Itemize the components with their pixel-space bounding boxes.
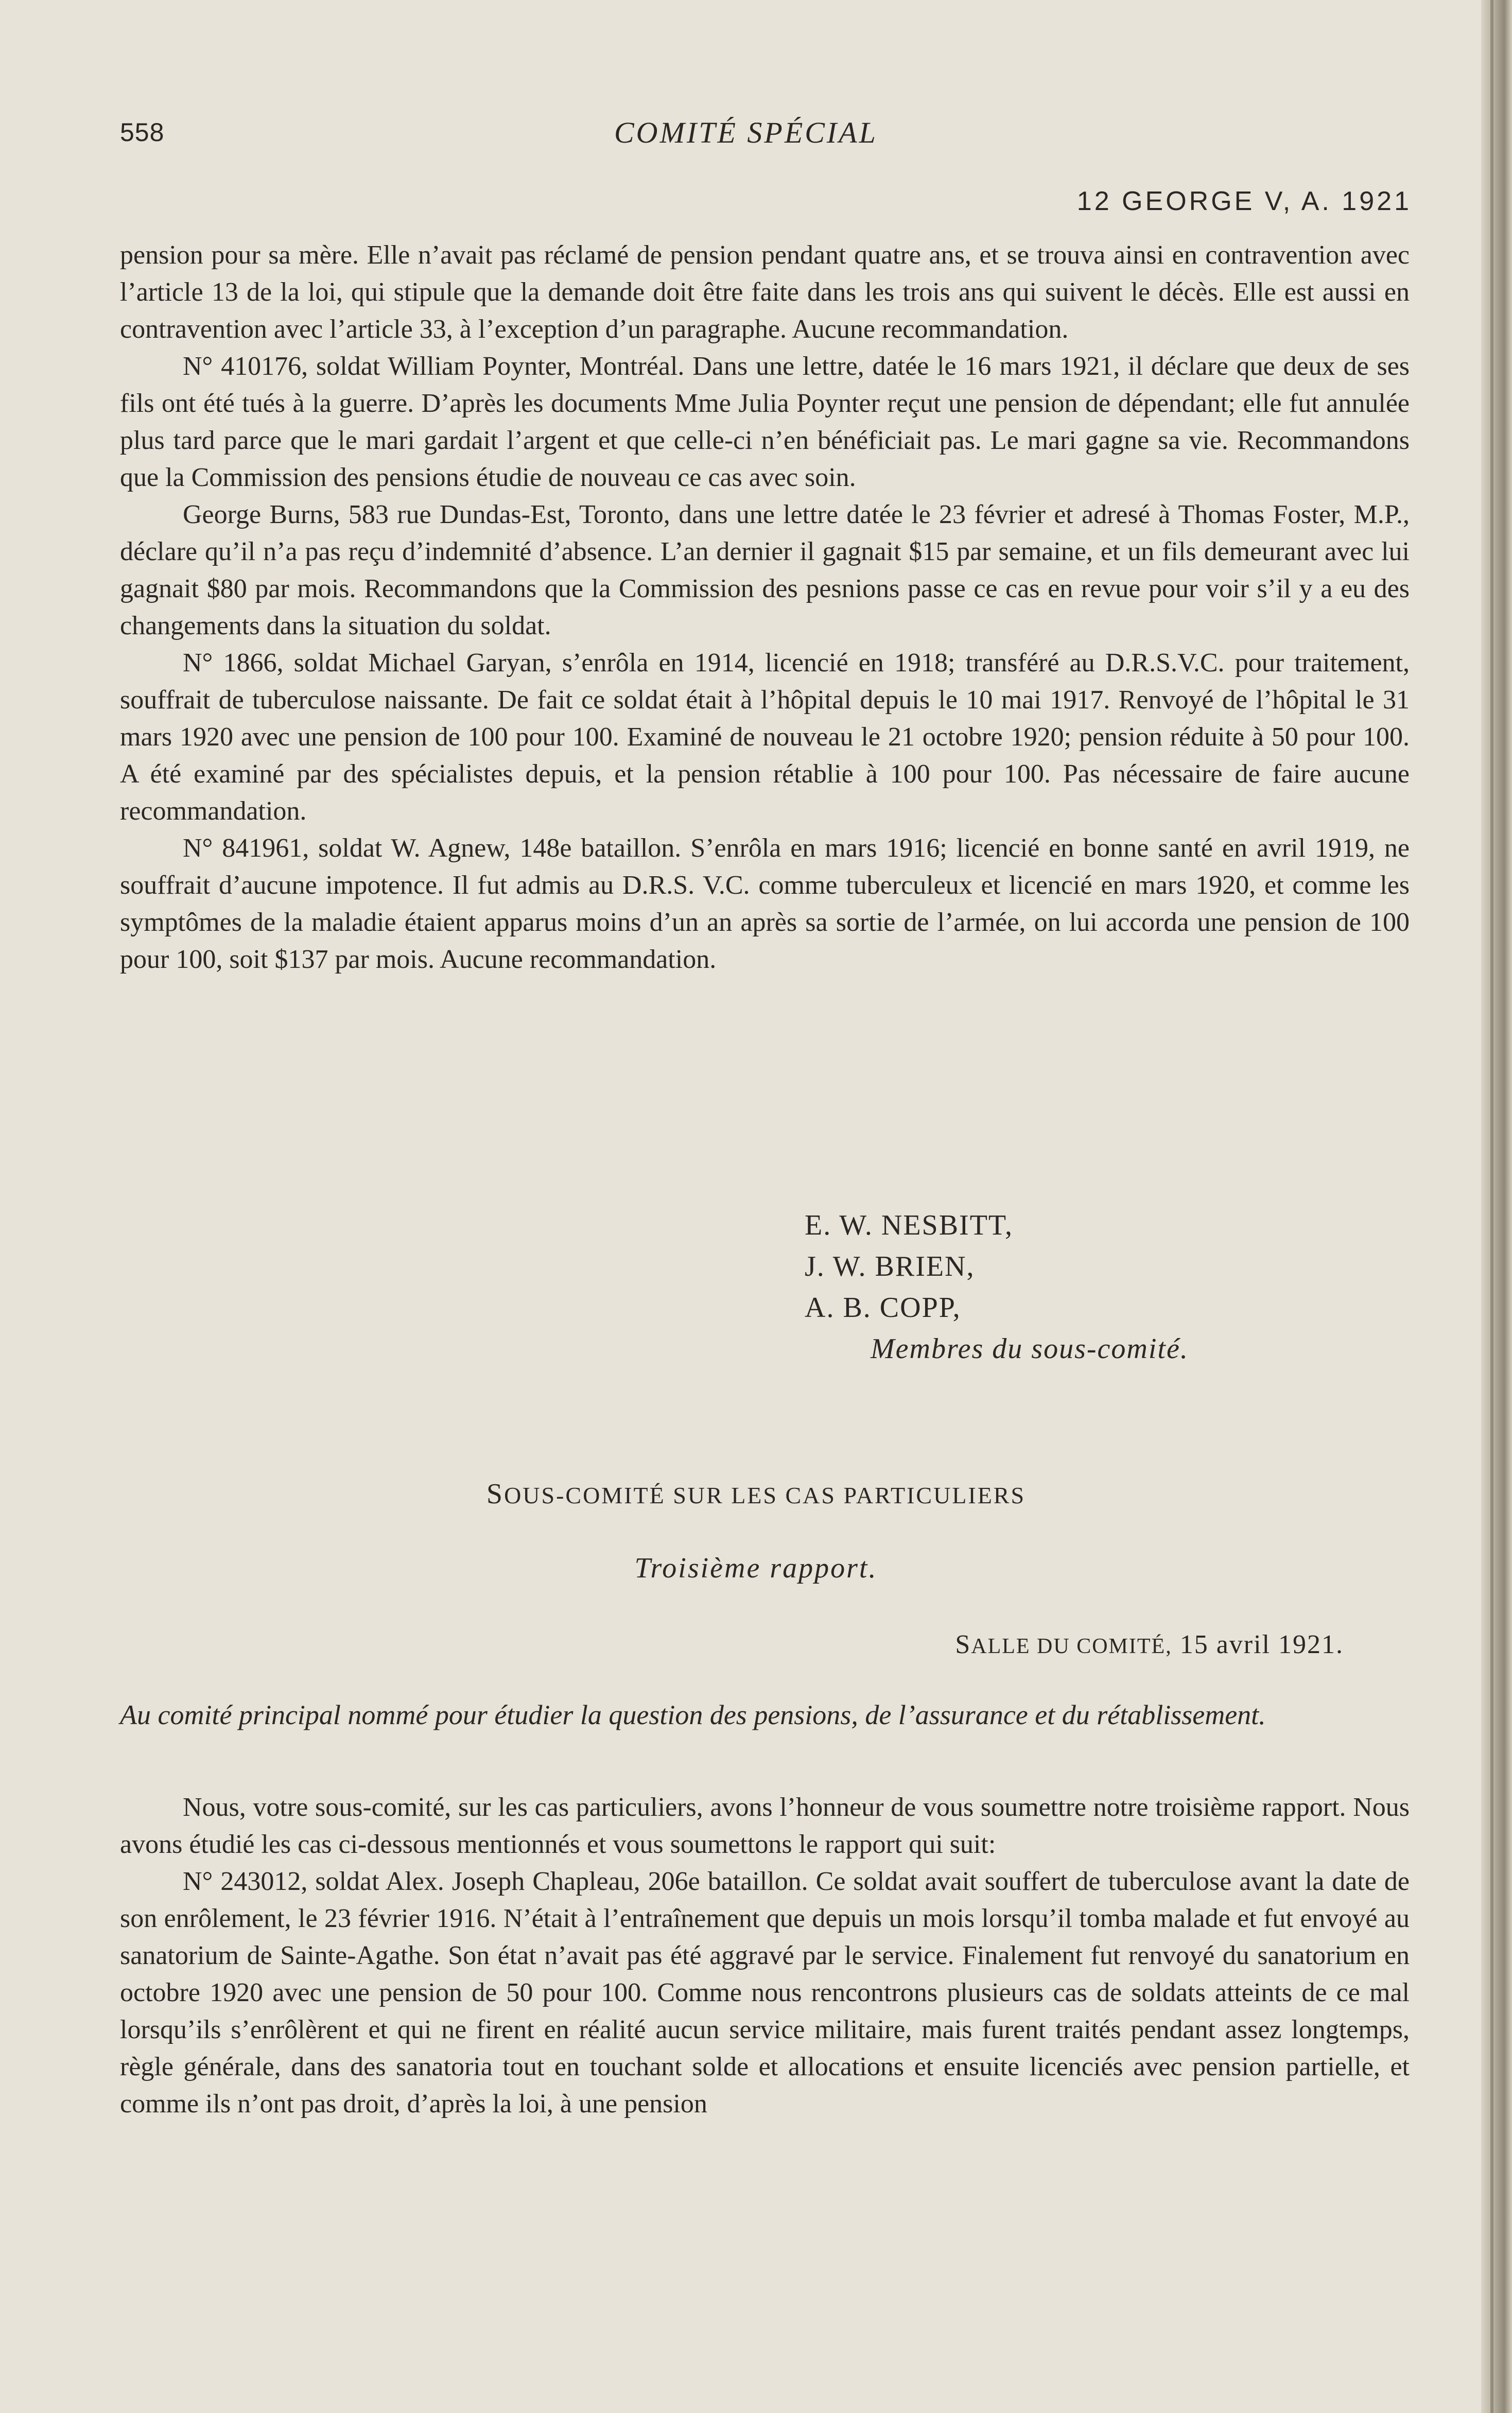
binding-line — [1490, 0, 1493, 2413]
paragraph: N° 410176, soldat William Poynter, Montréal. Dans une lettre, datée le 16 mars 1921, il déclare que deux de ses fils ont été tués à la guerre. D’après les documents Mme Julia Poynter reçut une pension de dépendant; elle fut annulée plus tard parce que le mari gardait l’argent et que celle-ci n’en bénéficiait pas. Le mari gagne sa vie. Recommandons que la Commission des pensions étudie de nouveau ce cas avec soin. — [120, 352, 1410, 492]
signatory-name: J. W. BRIEN, — [805, 1251, 975, 1282]
page-header — [120, 117, 1407, 164]
report-date: 15 avril 1921. — [1179, 1630, 1344, 1659]
page-number: 558 — [120, 118, 165, 147]
section-heading — [0, 1478, 1512, 1511]
paragraph: N° 841961, soldat W. Agnew, 148e bataillon. S’enrôla en mars 1916; licencié en bonne santé en avril 1919, ne souffrait d’aucune impotence. Il fut admis au D.R.S. V.C. comme tuberculeux et licencié en mars 1920, et comme les symptômes de la maladie étaient apparus moins d’un an après sa sortie de l’armée, on lui accorda une pension de 100 pour 100, soit $137 par mois. Aucune recommandation. — [120, 834, 1410, 974]
signatory-role: Membres du sous-comité. — [871, 1333, 1189, 1365]
report-title: Troisième rapport. — [634, 1552, 878, 1584]
signature-block — [805, 1205, 1189, 1369]
paragraph: George Burns, 583 rue Dundas-Est, Toronto, dans une lettre datée le 23 février et adresé à Thomas Foster, M.P., déclare qu’il n’a pas reçu d’indemnité d’absence. L’an dernier il gagnait $15 par semaine, et un fils demeurant avec lui gagnait $80 par mois. Recommandons que la Commission des pesnions passe ce cas en revue pour voir s’il y a eu des changements dans la situation du soldat. — [120, 500, 1410, 640]
signatory-name: A. B. COPP, — [805, 1292, 961, 1324]
place-rest: ALLE DU COMITÉ, — [971, 1635, 1172, 1658]
body-text — [120, 237, 1410, 978]
report-body — [120, 1789, 1410, 2123]
signatory-name: E. W. NESBITT, — [805, 1209, 1013, 1241]
place-initial: S — [955, 1630, 971, 1659]
section-heading-rest: OUS-COMITÉ SUR LES CAS PARTICULIERS — [504, 1482, 1026, 1508]
paragraph: N° 1866, soldat Michael Garyan, s’enrôla en 1914, licencié en 1918; transféré au D.R.S.V.C. pour traitement, souffrait de tuberculose naissante. De fait ce soldat était à l’hôpital depuis le 10 mai 1917. Renvoyé de l’hôpital le 31 mars 1920 avec une pension de 100 pour 100. Examiné de nouveau le 21 octobre 1920; pension réduite à 50 pour 100. A été examiné par des spécialistes depuis, et la pension rétablie à 100 pour 100. Pas nécessaire de faire aucune recommandation. — [120, 648, 1410, 826]
paragraph: pension pour sa mère. Elle n’avait pas réclamé de pension pendant quatre ans, et se trouva ainsi en contravention avec l’article 13 de la loi, qui stipule que la demande doit être faite dans les trois ans qui suivent le décès. Elle est aussi en contravention avec l’article 33, à l’exception d’un paragraphe. Aucune recommandation. — [120, 240, 1410, 344]
section-heading-initial: S — [486, 1478, 505, 1510]
session-line: 12 GEORGE V, A. 1921 — [1076, 186, 1412, 216]
paragraph: Nous, votre sous-comité, sur les cas particuliers, avons l’honneur de vous soumettre notre troisième rapport. Nous avons étudié les cas ci-dessous mentionnés et vous soumettons le rapport qui suit: — [120, 1793, 1410, 1859]
address-line: Au comité principal nommé pour étudier la question des pensions, de l’assurance et du rétablissement. — [120, 1699, 1266, 1730]
running-title: COMITÉ SPÉCIAL — [614, 116, 878, 149]
paragraph: N° 243012, soldat Alex. Joseph Chapleau, 206e bataillon. Ce soldat avait souffert de tuberculose avant la date de son enrôlement, le 23 février 1916. N’était à l’entraînement que depuis un mois lorsqu’il tomba malade et fut envoyé au sanatorium de Sainte-Agathe. Son état n’avait pas été aggravé par le service. Finalement fut renvoyé du sanatorium en octobre 1920 avec une pension de 50 pour 100. Comme nous rencontrons plusieurs cas de soldats atteints de ce mal lorsqu’ils s’enrôlèrent et qui ne firent en réalité aucun service militaire, mais furent traités pendant assez longtemps, règle générale, dans des sanatoria tout en touchant solde et allocations et ensuite licenciés avec pension partielle, et comme ils n’ont pas droit, d’après la loi, à une pension — [120, 1867, 1410, 2119]
page-edge-shadow — [1481, 0, 1512, 2413]
place-date-line — [955, 1629, 1344, 1660]
